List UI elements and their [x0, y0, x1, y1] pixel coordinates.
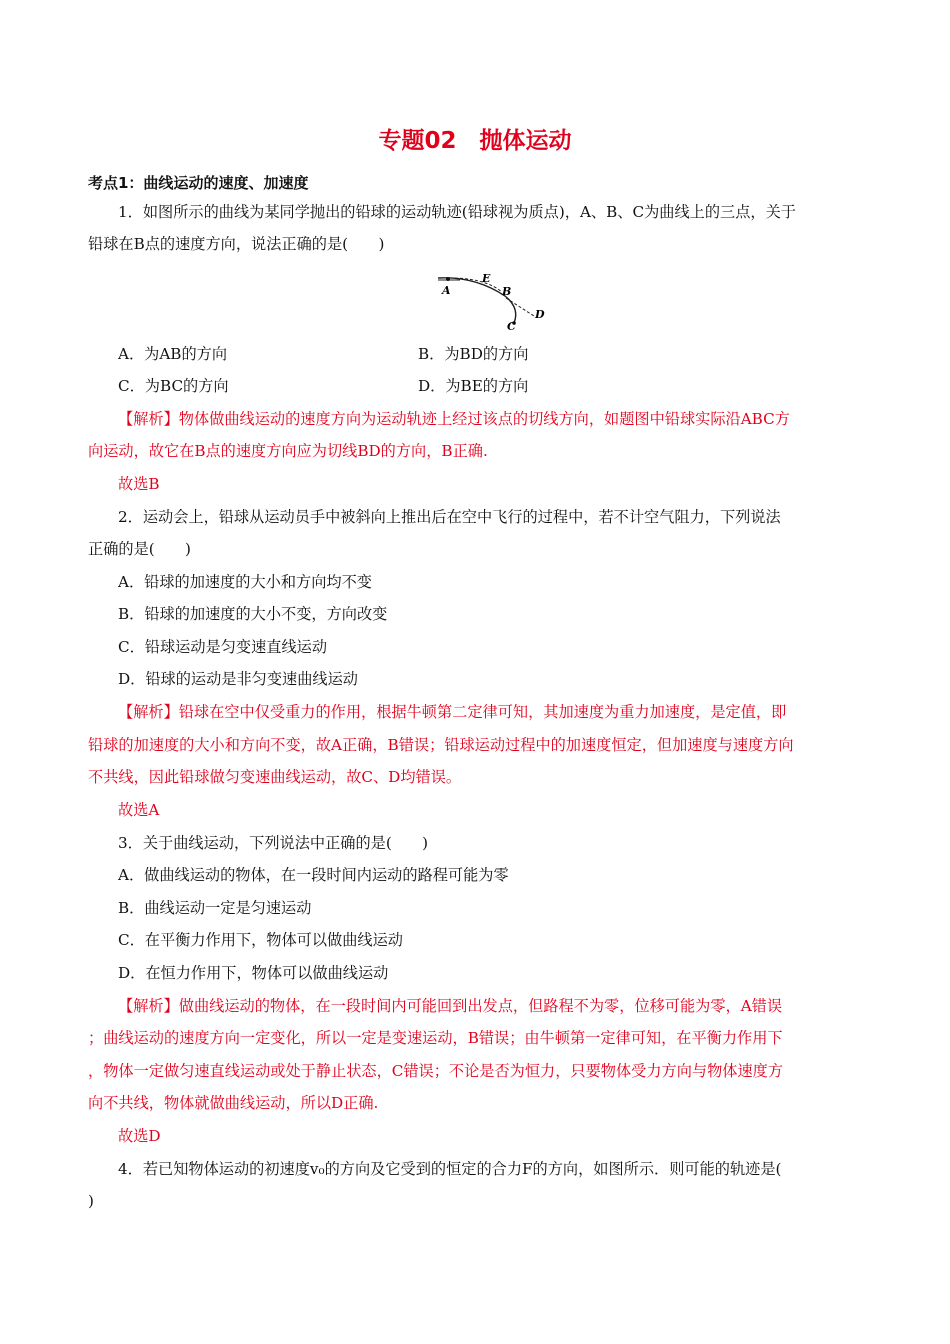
q1-stem-line2: 铅球在B点的速度方向，说法正确的是( ) — [88, 235, 385, 253]
q1-option-d: D．为BE的方向 — [418, 377, 529, 395]
q3-option-d: D．在恒力作用下，物体可以做曲线运动 — [118, 964, 389, 982]
q2-analysis-line1: 【解析】铅球在空中仅受重力的作用，根据牛顿第二定律可知，其加速度为重力加速度，是定值，即 — [118, 703, 787, 721]
q3-analysis-line1: 【解析】做曲线运动的物体，在一段时间内可能回到出发点，但路程不为零，位移可能为零，A错误 — [118, 997, 783, 1015]
q1-option-a: A．为AB的方向 — [118, 345, 228, 363]
q2-option-b: B．铅球的加速度的大小不变，方向改变 — [118, 605, 388, 623]
point-A — [446, 277, 450, 281]
q4-stem-line1: 4．若已知物体运动的初速度v₀的方向及它受到的恒定的合力F的方向，如图所示．则可能的轨迹是( — [118, 1160, 782, 1178]
q2-stem-line1: 2．运动会上，铅球从运动员手中被斜向上推出后在空中飞行的过程中，若不计空气阻力，下列说法 — [118, 508, 781, 526]
label-C: C — [507, 320, 516, 333]
q3-stem-line1: 3．关于曲线运动，下列说法中正确的是( ) — [118, 834, 429, 852]
trajectory-diagram — [430, 268, 550, 334]
q3-answer: 故选D — [118, 1127, 161, 1145]
label-B: B — [502, 285, 512, 298]
q2-stem-line2: 正确的是( ) — [88, 540, 191, 558]
page-title: 专题02 抛体运动 — [378, 128, 572, 154]
q2-option-c: C．铅球运动是匀变速直线运动 — [118, 638, 328, 656]
label-A: A — [442, 284, 451, 297]
q3-analysis-line4: 向不共线，物体就做曲线运动，所以D正确. — [88, 1094, 379, 1112]
q1-answer: 故选B — [118, 475, 160, 493]
q1-analysis-line1: 【解析】物体做曲线运动的速度方向为运动轨迹上经过该点的切线方向，如题图中铅球实际沿ABC方 — [118, 410, 790, 428]
label-D: D — [535, 308, 545, 321]
q2-analysis-line2: 铅球的加速度的大小和方向不变，故A正确，B错误；铅球运动过程中的加速度恒定，但加速度与速度方向 — [88, 736, 794, 754]
q2-answer: 故选A — [118, 801, 160, 819]
q1-analysis-line2: 向运动，故它在B点的速度方向应为切线BD的方向，B正确. — [88, 442, 488, 460]
section-heading: 考点1：曲线运动的速度、加速度 — [88, 174, 309, 192]
q1-option-c: C．为BC的方向 — [118, 377, 229, 395]
q2-option-a: A．铅球的加速度的大小和方向均不变 — [118, 573, 372, 591]
q3-analysis-line3: ，物体一定做匀速直线运动或处于静止状态，C错误；不论是否为恒力，只要物体受力方向与物体速度方 — [88, 1062, 784, 1080]
label-E: E — [482, 272, 491, 285]
q2-analysis-line3: 不共线，因此铅球做匀变速曲线运动，故C、D均错误。 — [88, 768, 462, 786]
q2-option-d: D．铅球的运动是非匀变速曲线运动 — [118, 670, 358, 688]
q3-option-c: C．在平衡力作用下，物体可以做曲线运动 — [118, 931, 403, 949]
q3-option-a: A．做曲线运动的物体，在一段时间内运动的路程可能为零 — [118, 866, 509, 884]
q1-option-b: B．为BD的方向 — [418, 345, 529, 363]
q1-stem-line1: 1．如图所示的曲线为某同学抛出的铅球的运动轨迹(铅球视为质点)，A、B、C为曲线上的三点，关于 — [118, 203, 796, 221]
q3-option-b: B．曲线运动一定是匀速运动 — [118, 899, 312, 917]
q3-analysis-line2: ；曲线运动的速度方向一定变化，所以一定是变速运动，B错误；由牛顿第一定律可知，在平衡力作用下 — [88, 1029, 783, 1047]
q4-stem-line2: ) — [88, 1192, 94, 1210]
